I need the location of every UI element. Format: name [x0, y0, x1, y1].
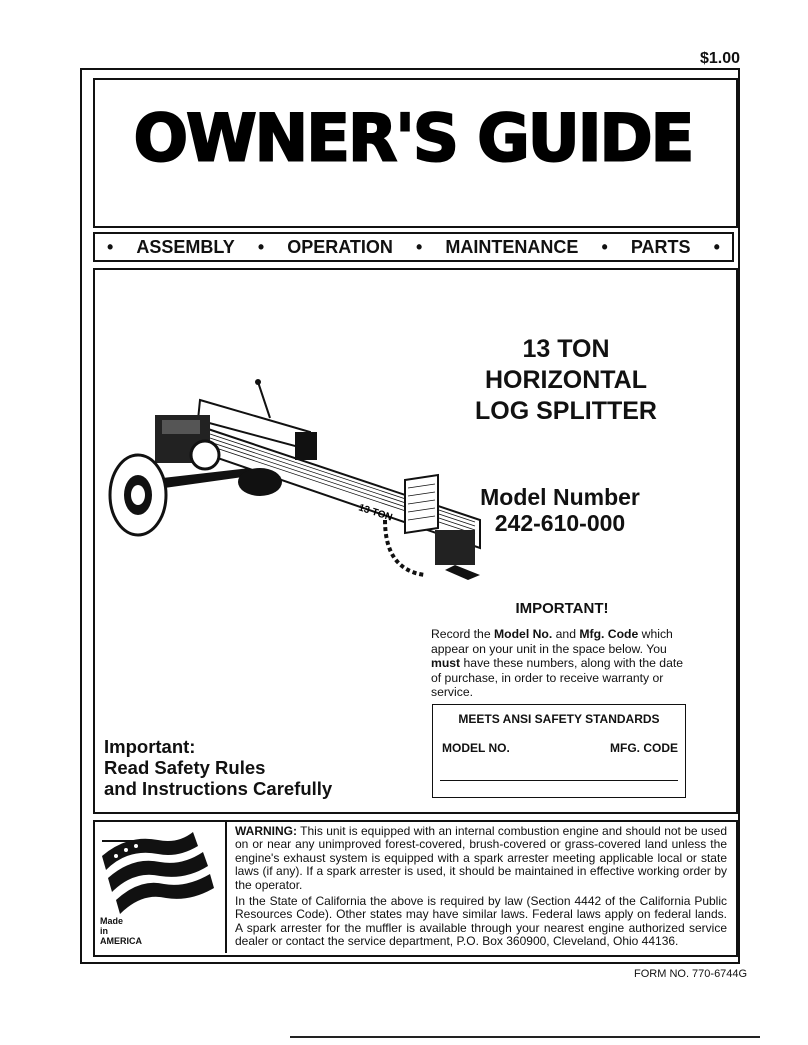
page-title: OWNER'S GUIDE: [133, 101, 693, 177]
product-size: 13 TON: [522, 335, 610, 363]
banner-item-parts: PARTS: [630, 236, 691, 257]
safety-note-line3: and Instructions Carefully: [104, 778, 333, 799]
bullet: •: [713, 236, 720, 257]
model-number-label: Model Number: [480, 484, 640, 510]
bullet: •: [601, 236, 608, 257]
banner-item-maintenance: MAINTENANCE: [445, 236, 579, 257]
form-number: FORM NO. 770-6744G: [634, 968, 748, 980]
safety-note-line2: Read Safety Rules: [104, 757, 266, 778]
warning-paragraph-1: WARNING: This unit is equipped with an internal combustion engine and should not be used on or near any unimproved forest-covered, brush-covered or grass-covered land unless the engine's exhaust system is equipped with a spark arrester meeting applicable local or state laws (if any). If a spark arrester is used, it should be maintained in effective working order by the operator.: [235, 824, 727, 892]
decal-text: 13 TON: [357, 502, 394, 524]
bullet: •: [107, 236, 114, 257]
model-number: 242-610-000: [494, 510, 626, 536]
made-in-america-label: Made in AMERICA: [100, 916, 142, 946]
write-in-line: [440, 780, 678, 781]
bullet: •: [415, 236, 423, 257]
warning-paragraph-2: In the State of California the above is required by law (Section 4442 of the California Public Resources Code). Other states may have similar laws. Federal laws apply on federal lands. A spark arrester for the muffler is available through your nearest engine authorized service dealer or contact the service department, P.O. Box 360900, Cleveland, Ohio 44136.: [235, 894, 727, 949]
section-banner: [93, 232, 734, 262]
bullet: •: [257, 236, 265, 257]
bottom-rule: [290, 1036, 760, 1038]
product-name: LOG SPLITTER: [475, 397, 657, 425]
banner-item-assembly: ASSEMBLY: [136, 236, 235, 257]
important-heading: IMPORTANT!: [515, 600, 609, 617]
price-label: $1.00: [700, 50, 741, 67]
american-flag-icon: [98, 826, 220, 921]
model-no-label: MODEL NO.: [442, 741, 510, 755]
record-instructions: Record the Model No. and Mfg. Code which appear on your unit in the space below. You must have these numbers, along with the date of purchase, in order to receive warranty or service.: [431, 627, 684, 700]
warning-text: [235, 825, 727, 949]
safety-note-line1: Important:: [104, 736, 196, 757]
mfg-code-label: MFG. CODE: [610, 741, 678, 755]
banner-item-operation: OPERATION: [287, 236, 393, 257]
safety-note: [104, 736, 332, 799]
product-type: HORIZONTAL: [484, 366, 647, 394]
ansi-standards-label: MEETS ANSI SAFETY STANDARDS: [458, 712, 660, 726]
